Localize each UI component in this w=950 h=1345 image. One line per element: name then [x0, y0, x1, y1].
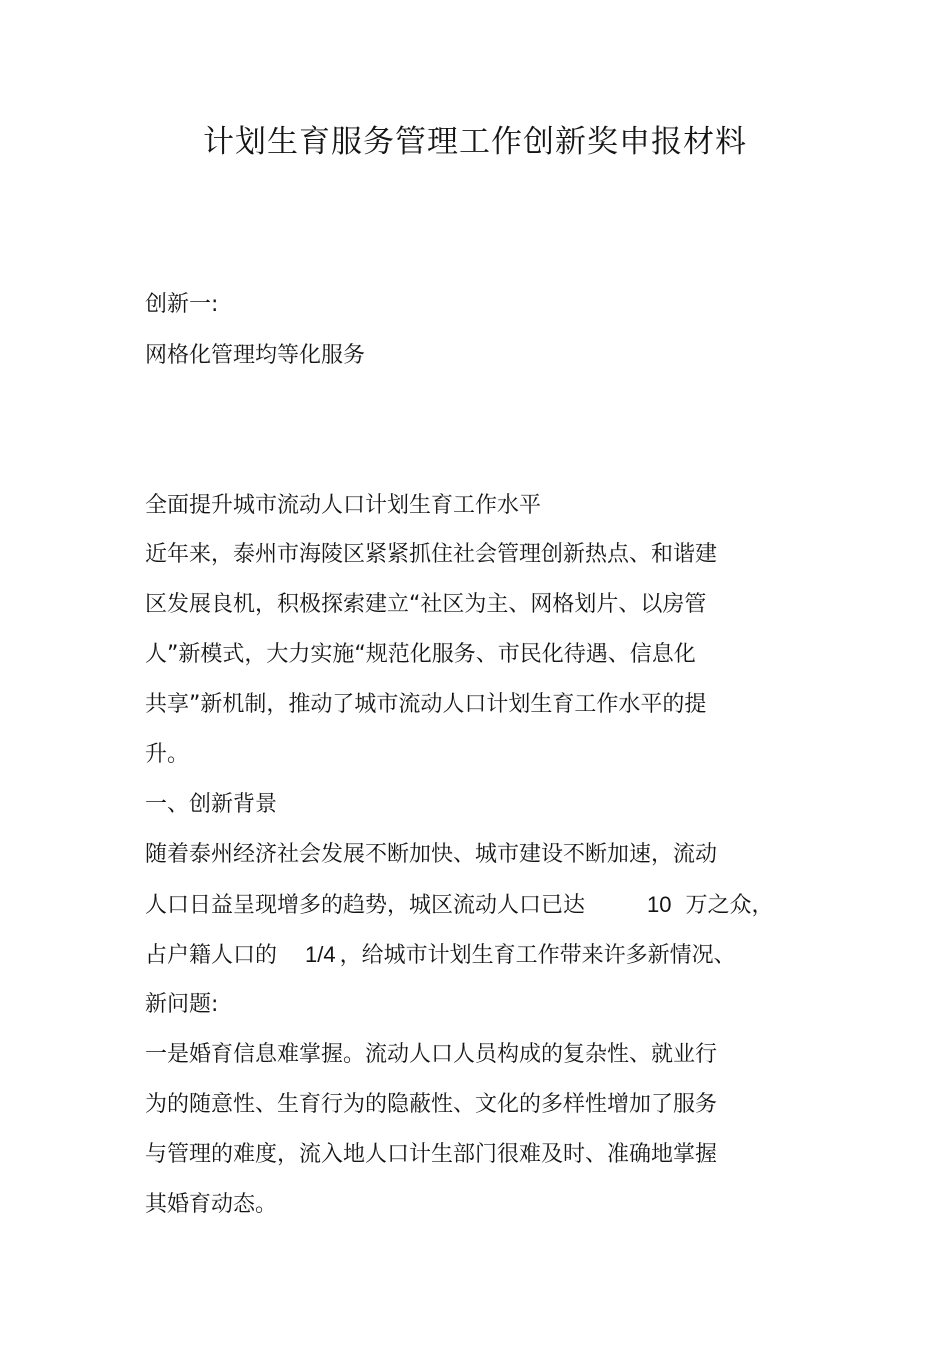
paragraph-line: 区发展良机，积极探索建立“社区为主、网格划片、以房管: [145, 592, 707, 617]
paragraph-line: 与管理的难度，流入地人口计生部门很难及时、准确地掌握: [145, 1142, 718, 1167]
paragraph-line: 随着泰州经济社会发展不断加快、城市建设不断加速，流动: [145, 842, 718, 867]
paragraph-line: 升。: [145, 742, 190, 767]
paragraph-text: 万之众，: [685, 893, 774, 918]
paragraph-line: [145, 888, 774, 923]
document-title: 计划生育服务管理工作创新奖申报材料: [203, 124, 747, 160]
innovation-subheading: 全面提升城市流动人口计划生育工作水平: [145, 493, 542, 518]
paragraph-text: 占户籍人口的: [145, 943, 278, 968]
paragraph-line: 人”新模式，大力实施“规范化服务、市民化待遇、信息化: [145, 642, 696, 667]
paragraph-line: 为的随意性、生育行为的隐蔽性、文化的多样性增加了服务: [145, 1092, 718, 1117]
section-heading-background: 一、创新背景: [145, 792, 278, 817]
paragraph-line: 新问题:: [145, 992, 219, 1017]
innovation-heading: 网格化管理均等化服务: [145, 343, 366, 368]
section-label-innovation-one: 创新一:: [145, 292, 219, 317]
population-ratio: 1/4: [305, 942, 336, 967]
paragraph-line: 其婚育动态。: [145, 1192, 278, 1217]
paragraph-line: 共享”新机制，推动了城市流动人口计划生育工作水平的提: [145, 692, 707, 717]
paragraph-text: 人口日益呈现增多的趋势，城区流动人口已达: [145, 893, 586, 918]
population-count: 10: [647, 892, 672, 917]
paragraph-line: 一是婚育信息难掌握。流动人口人员构成的复杂性、就业行: [145, 1042, 718, 1067]
paragraph-text: ，给城市计划生育工作带来许多新情况、: [339, 943, 736, 968]
paragraph-line: [145, 938, 736, 973]
paragraph-line: 近年来，泰州市海陵区紧紧抓住社会管理创新热点、和谐建: [145, 542, 718, 567]
